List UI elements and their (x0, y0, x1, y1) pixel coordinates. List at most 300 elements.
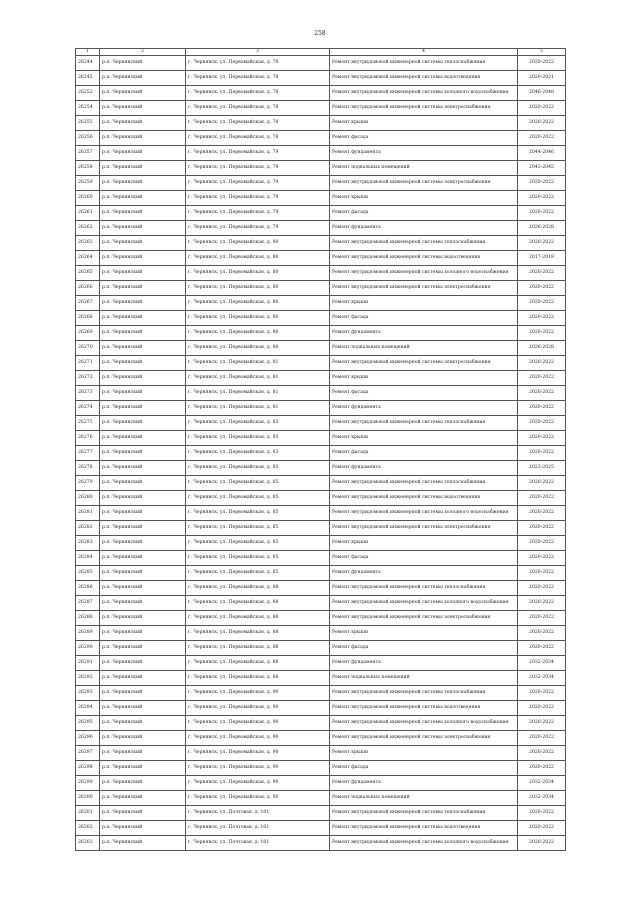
work-type-cell: Ремонт крыши (330, 746, 518, 761)
address-cell: г. Чернянск, ул. Первомайская, д. 88 (186, 581, 330, 596)
record-id-cell: 26263 (76, 236, 100, 251)
settlement-cell: р.п. Чернянский (100, 506, 186, 521)
period-cell: 2020-2022 (518, 356, 566, 371)
table-row (76, 191, 566, 206)
table-header-row (76, 49, 566, 56)
table-row (76, 626, 566, 641)
settlement-cell: р.п. Чернянский (100, 836, 186, 851)
table-row (76, 311, 566, 326)
table-row (76, 566, 566, 581)
settlement-cell: р.п. Чернянский (100, 686, 186, 701)
table-row (76, 281, 566, 296)
address-cell: г. Чернянск, ул. Первомайская, д. 78 (186, 101, 330, 116)
table-row (76, 761, 566, 776)
settlement-cell: р.п. Чернянский (100, 191, 186, 206)
address-cell: г. Чернянск, ул. Первомайская, д. 88 (186, 611, 330, 626)
work-type-cell: Ремонт внутридомовой инженерной системы холодного водоснабжения (330, 716, 518, 731)
period-cell: 2046-2048 (518, 86, 566, 101)
table-row (76, 431, 566, 446)
record-id-cell: 26276 (76, 431, 100, 446)
table-row (76, 416, 566, 431)
work-type-cell: Ремонт внутридомовой инженерной системы теплоснабжения (330, 806, 518, 821)
address-cell: г. Чернянск, ул. Первомайская, д. 80 (186, 251, 330, 266)
address-cell: г. Чернянск, ул. Первомайская, д. 85 (186, 536, 330, 551)
address-cell: г. Чернянск, ул. Первомайская, д. 80 (186, 266, 330, 281)
period-cell: 2020-2022 (518, 731, 566, 746)
period-cell: 2020-2022 (518, 296, 566, 311)
period-cell: 2020-2022 (518, 701, 566, 716)
settlement-cell: р.п. Чернянский (100, 236, 186, 251)
table-row (76, 161, 566, 176)
work-type-cell: Ремонт фасада (330, 641, 518, 656)
settlement-cell: р.п. Чернянский (100, 116, 186, 131)
table-row (76, 266, 566, 281)
record-id-cell: 26300 (76, 791, 100, 806)
work-type-cell: Ремонт внутридомовой инженерной системы электроснабжения (330, 176, 518, 191)
work-type-cell: Ремонт внутридомовой инженерной системы водоотведения (330, 701, 518, 716)
record-id-cell: 26289 (76, 626, 100, 641)
address-cell: г. Чернянск, ул. Первомайская, д. 78 (186, 131, 330, 146)
settlement-cell: р.п. Чернянский (100, 101, 186, 116)
record-id-cell: 26268 (76, 311, 100, 326)
work-type-cell: Ремонт внутридомовой инженерной системы электроснабжения (330, 101, 518, 116)
address-cell: г. Чернянск, ул. Первомайская, д. 90 (186, 776, 330, 791)
period-cell: 2020-2022 (518, 56, 566, 71)
work-type-cell: Ремонт внутридомовой инженерной системы электроснабжения (330, 611, 518, 626)
table-row (76, 641, 566, 656)
settlement-cell: р.п. Чернянский (100, 371, 186, 386)
record-id-cell: 26244 (76, 56, 100, 71)
table-row (76, 491, 566, 506)
work-type-cell: Ремонт фундамента (330, 146, 518, 161)
work-type-cell: Ремонт крыши (330, 116, 518, 131)
settlement-cell: р.п. Чернянский (100, 701, 186, 716)
settlement-cell: р.п. Чернянский (100, 461, 186, 476)
address-cell: г. Чернянск, ул. Первомайская, д. 79 (186, 161, 330, 176)
record-id-cell: 26255 (76, 116, 100, 131)
period-cell: 2020-2022 (518, 236, 566, 251)
settlement-cell: р.п. Чернянский (100, 266, 186, 281)
period-cell: 2020-2022 (518, 686, 566, 701)
record-id-cell: 26264 (76, 251, 100, 266)
period-cell: 2020-2022 (518, 746, 566, 761)
record-id-cell: 26275 (76, 416, 100, 431)
period-cell: 2032-2034 (518, 671, 566, 686)
period-cell: 2020-2022 (518, 551, 566, 566)
period-cell: 2020-2022 (518, 581, 566, 596)
address-cell: г. Чернянск, ул. Первомайская, д. 90 (186, 746, 330, 761)
settlement-cell: р.п. Чернянский (100, 221, 186, 236)
period-cell: 2020-2022 (518, 836, 566, 851)
settlement-cell: р.п. Чернянский (100, 581, 186, 596)
work-type-cell: Ремонт внутридомовой инженерной системы электроснабжения (330, 731, 518, 746)
record-id-cell: 26292 (76, 671, 100, 686)
settlement-cell: р.п. Чернянский (100, 791, 186, 806)
address-cell: г. Чернянск, ул. Первомайская, д. 80 (186, 281, 330, 296)
repair-schedule-table (75, 48, 566, 851)
table-row (76, 206, 566, 221)
table-row (76, 116, 566, 131)
settlement-cell: р.п. Чернянский (100, 716, 186, 731)
period-cell: 2020-2022 (518, 131, 566, 146)
settlement-cell: р.п. Чернянский (100, 416, 186, 431)
period-cell: 2020-2022 (518, 281, 566, 296)
address-cell: г. Чернянск, ул. Первомайская, д. 85 (186, 551, 330, 566)
period-cell: 2020-2022 (518, 506, 566, 521)
settlement-cell: р.п. Чернянский (100, 251, 186, 266)
work-type-cell: Ремонт фасада (330, 311, 518, 326)
record-id-cell: 26245 (76, 71, 100, 86)
work-type-cell: Ремонт крыши (330, 296, 518, 311)
period-cell: 2026-2028 (518, 341, 566, 356)
work-type-cell: Ремонт внутридомовой инженерной системы водоотведения (330, 491, 518, 506)
record-id-cell: 26302 (76, 821, 100, 836)
period-cell: 2032-2034 (518, 776, 566, 791)
address-cell: г. Чернянск, ул. Первомайская, д. 88 (186, 626, 330, 641)
address-cell: г. Чернянск, ул. Первомайская, д. 85 (186, 476, 330, 491)
period-cell: 2020-2022 (518, 821, 566, 836)
address-cell: г. Чернянск, ул. Первомайская, д. 81 (186, 386, 330, 401)
settlement-cell: р.п. Чернянский (100, 476, 186, 491)
table-row (76, 671, 566, 686)
work-type-cell: Ремонт внутридомовой инженерной системы водоотведения (330, 71, 518, 86)
work-type-cell: Ремонт крыши (330, 431, 518, 446)
period-cell: 2020-2022 (518, 176, 566, 191)
settlement-cell: р.п. Чернянский (100, 806, 186, 821)
record-id-cell: 26295 (76, 716, 100, 731)
table-row (76, 551, 566, 566)
settlement-cell: р.п. Чернянский (100, 56, 186, 71)
settlement-cell: р.п. Чернянский (100, 566, 186, 581)
table-row (76, 821, 566, 836)
table-row (76, 536, 566, 551)
settlement-cell: р.п. Чернянский (100, 671, 186, 686)
address-cell: г. Чернянск, ул. Первомайская, д. 85 (186, 506, 330, 521)
work-type-cell: Ремонт крыши (330, 626, 518, 641)
record-id-cell: 26303 (76, 836, 100, 851)
address-cell: г. Чернянск, ул. Первомайская, д. 80 (186, 296, 330, 311)
record-id-cell: 26278 (76, 461, 100, 476)
work-type-cell: Ремонт фундамента (330, 566, 518, 581)
address-cell: г. Чернянск, ул. Первомайская, д. 83 (186, 446, 330, 461)
settlement-cell: р.п. Чернянский (100, 296, 186, 311)
period-cell: 2017-2019 (518, 251, 566, 266)
period-cell: 2032-2034 (518, 791, 566, 806)
period-cell: 2020-2022 (518, 536, 566, 551)
address-cell: г. Чернянск, ул. Первомайская, д. 90 (186, 731, 330, 746)
work-type-cell: Ремонт подвальных помещений (330, 671, 518, 686)
table-row (76, 221, 566, 236)
work-type-cell: Ремонт внутридомовой инженерной системы теплоснабжения (330, 56, 518, 71)
record-id-cell: 26272 (76, 371, 100, 386)
settlement-cell: р.п. Чернянский (100, 311, 186, 326)
period-cell: 2043-2045 (518, 161, 566, 176)
address-cell: г. Чернянск, ул. Первомайская, д. 88 (186, 641, 330, 656)
record-id-cell: 26258 (76, 161, 100, 176)
settlement-cell: р.п. Чернянский (100, 551, 186, 566)
settlement-cell: р.п. Чернянский (100, 746, 186, 761)
work-type-cell: Ремонт внутридомовой инженерной системы холодного водоснабжения (330, 86, 518, 101)
page-number: 258 (314, 30, 326, 37)
work-type-cell: Ремонт внутридомовой инженерной системы электроснабжения (330, 521, 518, 536)
table-row (76, 731, 566, 746)
period-cell: 2020-2022 (518, 566, 566, 581)
work-type-cell: Ремонт фундамента (330, 776, 518, 791)
period-cell: 2020-2022 (518, 641, 566, 656)
period-cell: 2023-2025 (518, 461, 566, 476)
address-cell: г. Чернянск, ул. Первомайская, д. 78 (186, 116, 330, 131)
work-type-cell: Ремонт внутридомовой инженерной системы холодного водоснабжения (330, 506, 518, 521)
address-cell: г. Чернянск, ул. Первомайская, д. 79 (186, 221, 330, 236)
column-header-2: 2 (100, 49, 186, 56)
record-id-cell: 26296 (76, 731, 100, 746)
period-cell: 2020-2022 (518, 101, 566, 116)
record-id-cell: 26291 (76, 656, 100, 671)
period-cell: 2020-2022 (518, 446, 566, 461)
period-cell: 2020-2022 (518, 476, 566, 491)
period-cell: 2020-2022 (518, 191, 566, 206)
record-id-cell: 26282 (76, 521, 100, 536)
table-row (76, 506, 566, 521)
work-type-cell: Ремонт внутридомовой инженерной системы водоотведения (330, 821, 518, 836)
record-id-cell: 26265 (76, 266, 100, 281)
work-type-cell: Ремонт внутридомовой инженерной системы холодного водоснабжения (330, 266, 518, 281)
period-cell: 2020-2022 (518, 266, 566, 281)
period-cell: 2044-2046 (518, 146, 566, 161)
address-cell: г. Чернянск, ул. Первомайская, д. 79 (186, 191, 330, 206)
address-cell: г. Чернянск, ул. Первомайская, д. 88 (186, 596, 330, 611)
table-row (76, 176, 566, 191)
settlement-cell: р.п. Чернянский (100, 626, 186, 641)
table-row (76, 836, 566, 851)
record-id-cell: 26301 (76, 806, 100, 821)
work-type-cell: Ремонт фасада (330, 551, 518, 566)
table-row (76, 746, 566, 761)
address-cell: г. Чернянск, ул. Первомайская, д. 79 (186, 206, 330, 221)
table-row (76, 581, 566, 596)
address-cell: г. Чернянск, ул. Первомайская, д. 83 (186, 416, 330, 431)
work-type-cell: Ремонт фундамента (330, 461, 518, 476)
record-id-cell: 26254 (76, 101, 100, 116)
record-id-cell: 26285 (76, 566, 100, 581)
address-cell: г. Чернянск, ул. Первомайская, д. 81 (186, 401, 330, 416)
record-id-cell: 26273 (76, 386, 100, 401)
address-cell: г. Чернянск, ул. Первомайская, д. 81 (186, 371, 330, 386)
period-cell: 2020-2022 (518, 386, 566, 401)
period-cell: 2020-2022 (518, 806, 566, 821)
work-type-cell: Ремонт крыши (330, 371, 518, 386)
record-id-cell: 26280 (76, 491, 100, 506)
record-id-cell: 26281 (76, 506, 100, 521)
column-header-5: 5 (518, 49, 566, 56)
settlement-cell: р.п. Чернянский (100, 611, 186, 626)
address-cell: г. Чернянск, ул. Первомайская, д. 88 (186, 656, 330, 671)
table-row (76, 386, 566, 401)
record-id-cell: 26269 (76, 326, 100, 341)
period-cell: 2020-2022 (518, 626, 566, 641)
period-cell: 2020-2022 (518, 431, 566, 446)
address-cell: г. Чернянск, ул. Первомайская, д. 85 (186, 491, 330, 506)
period-cell: 2020-2022 (518, 611, 566, 626)
work-type-cell: Ремонт фундамента (330, 401, 518, 416)
address-cell: г. Чернянск, ул. Почтовая, д. 101 (186, 806, 330, 821)
table-body (76, 56, 566, 851)
address-cell: г. Чернянск, ул. Первомайская, д. 90 (186, 701, 330, 716)
work-type-cell: Ремонт фундамента (330, 221, 518, 236)
settlement-cell: р.п. Чернянский (100, 146, 186, 161)
address-cell: г. Чернянск, ул. Первомайская, д. 78 (186, 86, 330, 101)
settlement-cell: р.п. Чернянский (100, 131, 186, 146)
table-row (76, 101, 566, 116)
work-type-cell: Ремонт крыши (330, 191, 518, 206)
table-row (76, 356, 566, 371)
work-type-cell: Ремонт внутридомовой инженерной системы теплоснабжения (330, 476, 518, 491)
period-cell: 2020-2022 (518, 326, 566, 341)
record-id-cell: 26290 (76, 641, 100, 656)
period-cell: 2020-2022 (518, 521, 566, 536)
period-cell: 2020-2022 (518, 206, 566, 221)
settlement-cell: р.п. Чернянский (100, 206, 186, 221)
period-cell: 2020-2022 (518, 401, 566, 416)
work-type-cell: Ремонт фасада (330, 206, 518, 221)
address-cell: г. Чернянск, ул. Первомайская, д. 78 (186, 56, 330, 71)
settlement-cell: р.п. Чернянский (100, 821, 186, 836)
settlement-cell: р.п. Чернянский (100, 491, 186, 506)
address-cell: г. Чернянск, ул. Первомайская, д. 80 (186, 341, 330, 356)
work-type-cell: Ремонт подвальных помещений (330, 161, 518, 176)
address-cell: г. Чернянск, ул. Почтовая, д. 101 (186, 821, 330, 836)
settlement-cell: р.п. Чернянский (100, 161, 186, 176)
address-cell: г. Чернянск, ул. Первомайская, д. 80 (186, 236, 330, 251)
table-row (76, 656, 566, 671)
work-type-cell: Ремонт подвальных помещений (330, 791, 518, 806)
record-id-cell: 26261 (76, 206, 100, 221)
address-cell: г. Чернянск, ул. Первомайская, д. 90 (186, 686, 330, 701)
record-id-cell: 26262 (76, 221, 100, 236)
address-cell: г. Чернянск, ул. Первомайская, д. 90 (186, 791, 330, 806)
table-row (76, 401, 566, 416)
table-row (76, 791, 566, 806)
column-header-4: 4 (330, 49, 518, 56)
settlement-cell: р.п. Чернянский (100, 446, 186, 461)
table-row (76, 776, 566, 791)
table-row (76, 56, 566, 71)
settlement-cell: р.п. Чернянский (100, 641, 186, 656)
record-id-cell: 26266 (76, 281, 100, 296)
period-cell: 2020-2022 (518, 491, 566, 506)
record-id-cell: 26259 (76, 176, 100, 191)
table-row (76, 296, 566, 311)
table-row (76, 611, 566, 626)
column-header-1: 1 (76, 49, 100, 56)
address-cell: г. Чернянск, ул. Первомайская, д. 79 (186, 176, 330, 191)
work-type-cell: Ремонт внутридомовой инженерной системы электроснабжения (330, 281, 518, 296)
record-id-cell: 26294 (76, 701, 100, 716)
settlement-cell: р.п. Чернянский (100, 731, 186, 746)
record-id-cell: 26284 (76, 551, 100, 566)
period-cell: 2020-2022 (518, 311, 566, 326)
record-id-cell: 26279 (76, 476, 100, 491)
record-id-cell: 26257 (76, 146, 100, 161)
record-id-cell: 26252 (76, 86, 100, 101)
record-id-cell: 26288 (76, 611, 100, 626)
address-cell: г. Чернянск, ул. Первомайская, д. 90 (186, 716, 330, 731)
address-cell: г. Чернянск, ул. Первомайская, д. 85 (186, 566, 330, 581)
settlement-cell: р.п. Чернянский (100, 521, 186, 536)
work-type-cell: Ремонт внутридомовой инженерной системы холодного водоснабжения (330, 596, 518, 611)
address-cell: г. Чернянск, ул. Первомайская, д. 85 (186, 521, 330, 536)
address-cell: г. Чернянск, ул. Первомайская, д. 83 (186, 461, 330, 476)
settlement-cell: р.п. Чернянский (100, 71, 186, 86)
settlement-cell: р.п. Чернянский (100, 341, 186, 356)
work-type-cell: Ремонт фундамента (330, 656, 518, 671)
table-row (76, 461, 566, 476)
work-type-cell: Ремонт внутридомовой инженерной системы водоотведения (330, 251, 518, 266)
table-row (76, 686, 566, 701)
settlement-cell: р.п. Чернянский (100, 596, 186, 611)
record-id-cell: 26270 (76, 341, 100, 356)
address-cell: г. Чернянск, ул. Первомайская, д. 78 (186, 71, 330, 86)
record-id-cell: 26286 (76, 581, 100, 596)
record-id-cell: 26277 (76, 446, 100, 461)
work-type-cell: Ремонт подвальных помещений (330, 341, 518, 356)
record-id-cell: 26283 (76, 536, 100, 551)
table-row (76, 131, 566, 146)
table-row (76, 86, 566, 101)
period-cell: 2020-2022 (518, 116, 566, 131)
work-type-cell: Ремонт фасада (330, 761, 518, 776)
settlement-cell: р.п. Чернянский (100, 326, 186, 341)
table-row (76, 716, 566, 731)
address-cell: г. Чернянск, ул. Первомайская, д. 79 (186, 146, 330, 161)
record-id-cell: 26256 (76, 131, 100, 146)
address-cell: г. Чернянск, ул. Первомайская, д. 81 (186, 356, 330, 371)
period-cell: 2032-2034 (518, 656, 566, 671)
work-type-cell: Ремонт крыши (330, 536, 518, 551)
record-id-cell: 26287 (76, 596, 100, 611)
table-row (76, 521, 566, 536)
address-cell: г. Чернянск, ул. Почтовая, д. 101 (186, 836, 330, 851)
record-id-cell: 26267 (76, 296, 100, 311)
work-type-cell: Ремонт внутридомовой инженерной системы холодного водоснабжения (330, 836, 518, 851)
table-row (76, 341, 566, 356)
settlement-cell: р.п. Чернянский (100, 176, 186, 191)
period-cell: 2020-2021 (518, 71, 566, 86)
period-cell: 2020-2022 (518, 716, 566, 731)
record-id-cell: 26298 (76, 761, 100, 776)
record-id-cell: 26271 (76, 356, 100, 371)
table-row (76, 446, 566, 461)
table-row (76, 806, 566, 821)
table-row (76, 371, 566, 386)
record-id-cell: 26299 (76, 776, 100, 791)
work-type-cell: Ремонт внутридомовой инженерной системы теплоснабжения (330, 236, 518, 251)
settlement-cell: р.п. Чернянский (100, 401, 186, 416)
work-type-cell: Ремонт внутридомовой инженерной системы теплоснабжения (330, 686, 518, 701)
address-cell: г. Чернянск, ул. Первомайская, д. 90 (186, 761, 330, 776)
settlement-cell: р.п. Чернянский (100, 431, 186, 446)
work-type-cell: Ремонт внутридомовой инженерной системы теплоснабжения (330, 581, 518, 596)
record-id-cell: 26260 (76, 191, 100, 206)
period-cell: 2020-2022 (518, 761, 566, 776)
settlement-cell: р.п. Чернянский (100, 386, 186, 401)
address-cell: г. Чернянск, ул. Первомайская, д. 83 (186, 431, 330, 446)
record-id-cell: 26293 (76, 686, 100, 701)
table-row (76, 236, 566, 251)
settlement-cell: р.п. Чернянский (100, 776, 186, 791)
table-row (76, 326, 566, 341)
settlement-cell: р.п. Чернянский (100, 356, 186, 371)
